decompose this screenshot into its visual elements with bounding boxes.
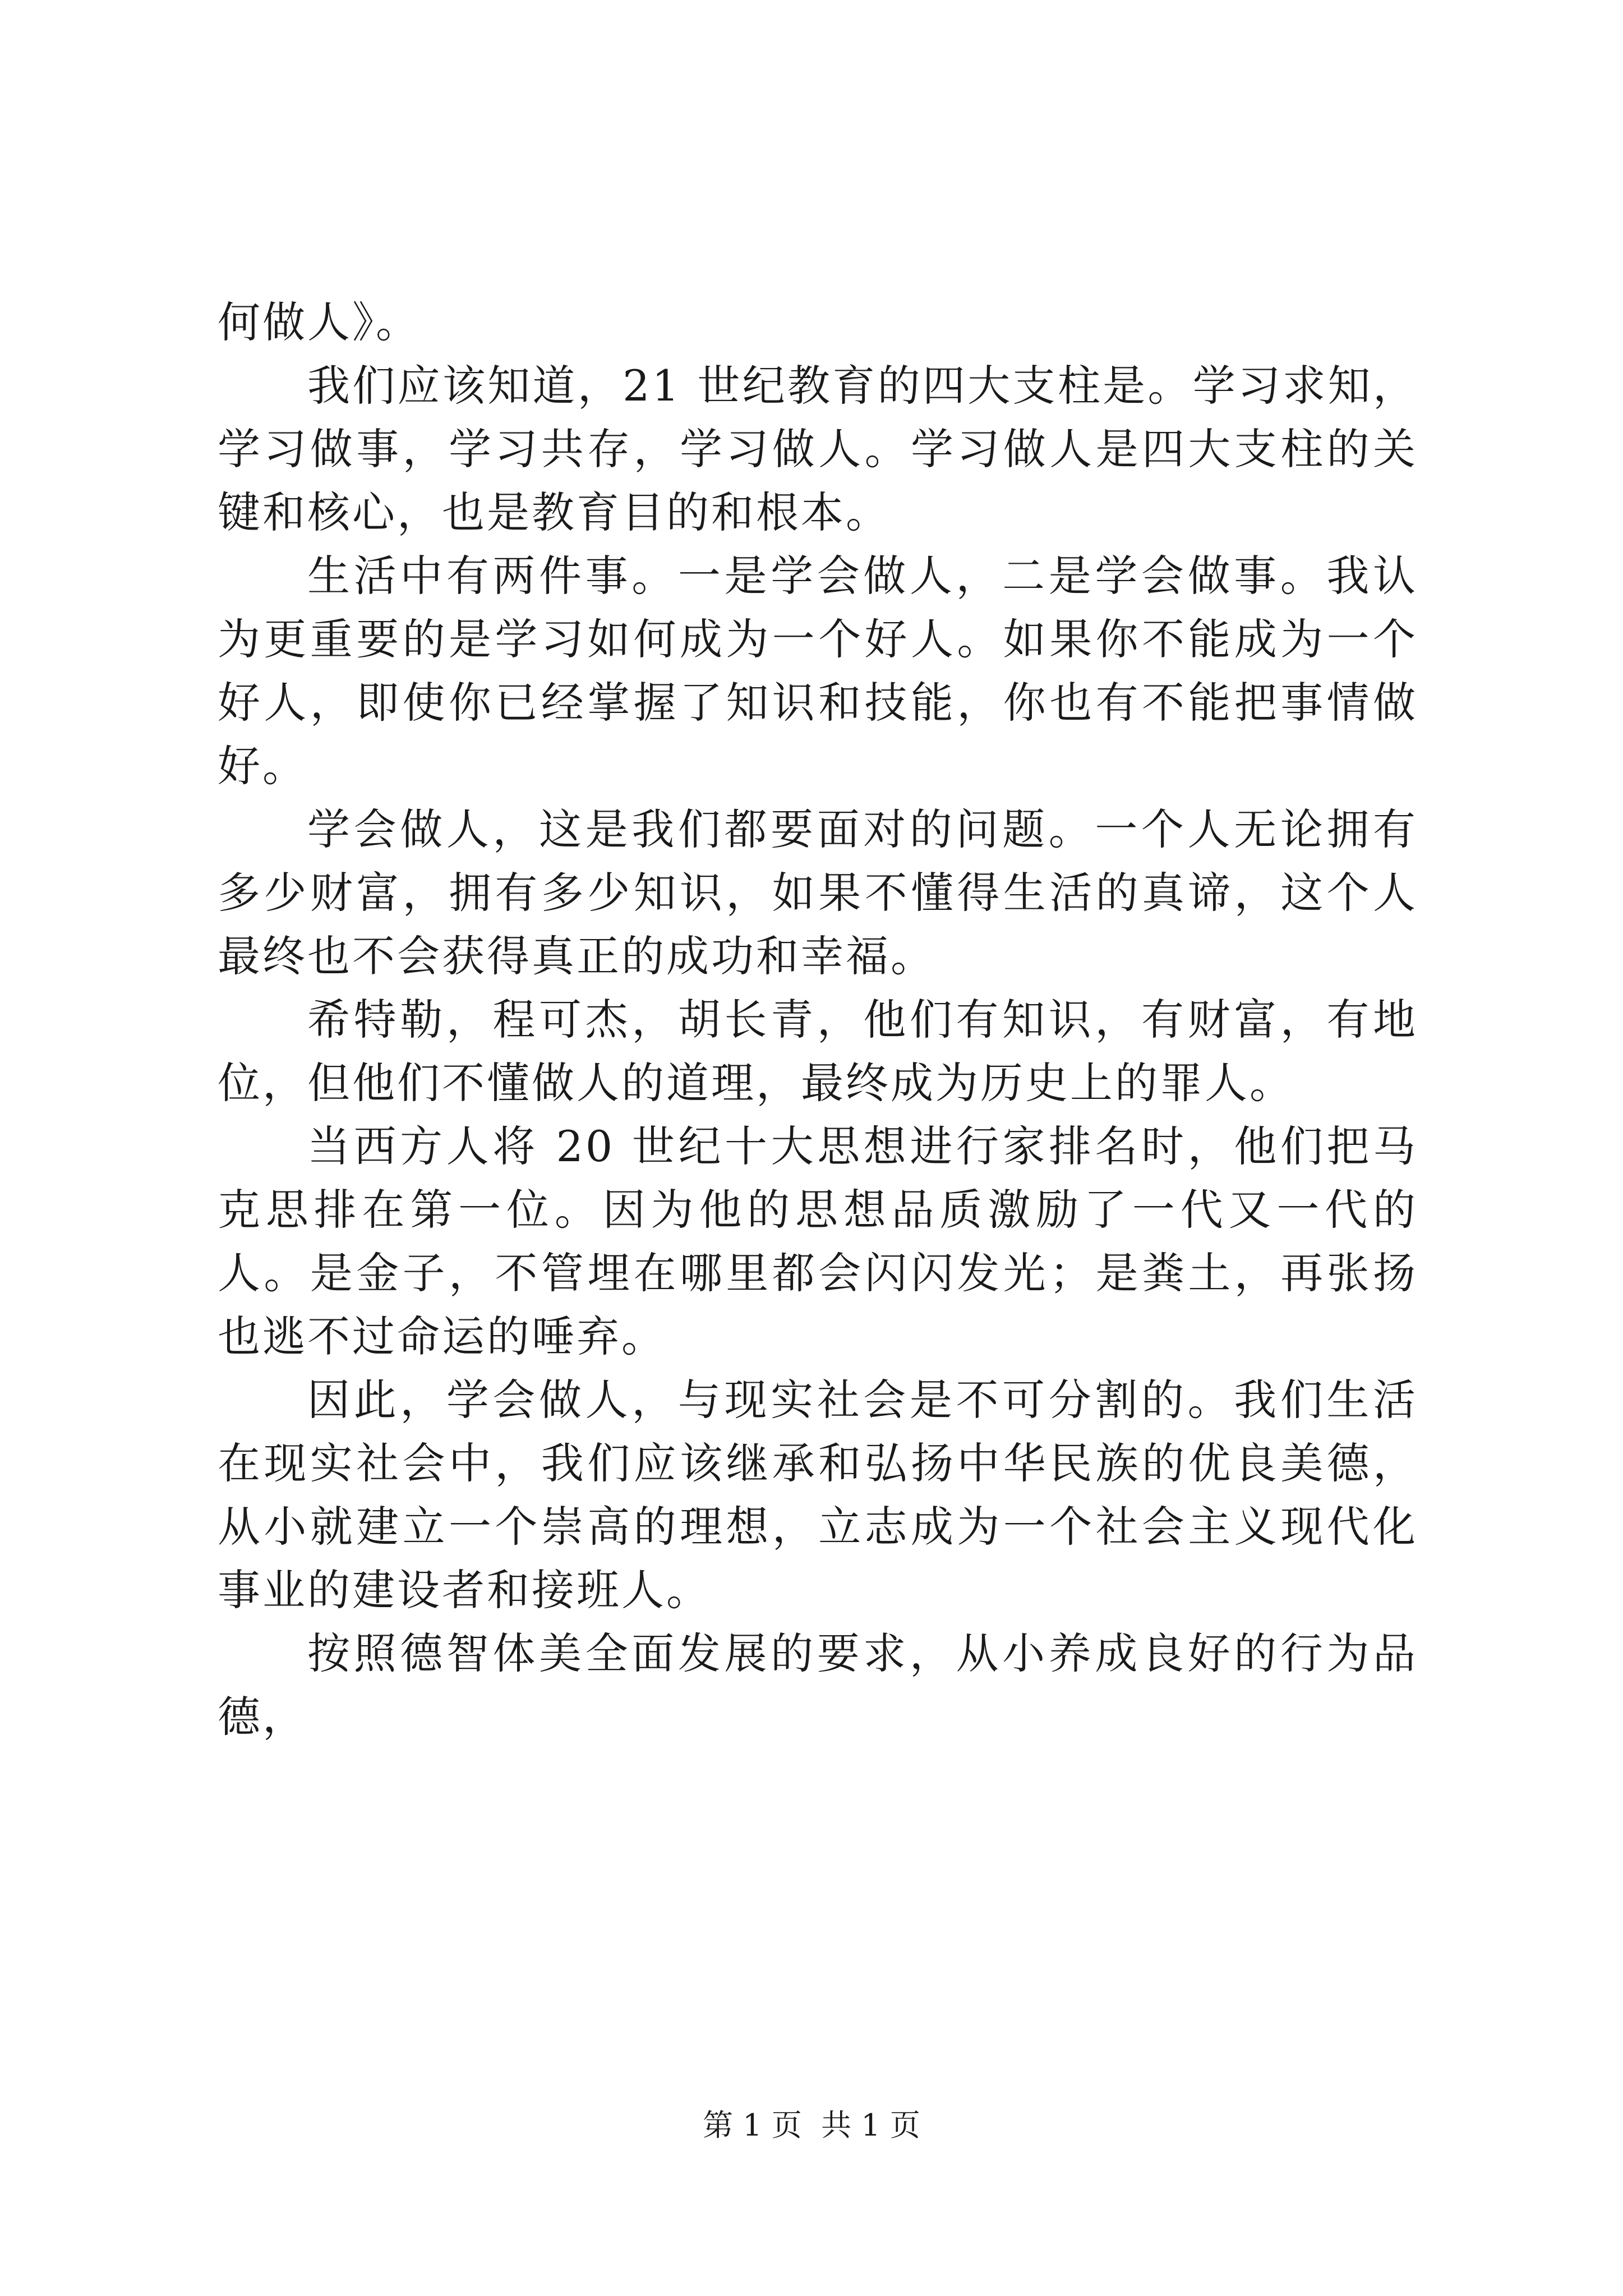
paragraph-7: 因此，学会做人，与现实社会是不可分割的。我们生活在现实社会中，我们应该继承和弘扬中华民族的优良美德，从小就建立一个崇高的理想，立志成为一个社会主义现代化事业的建设者和接班人。	[218, 1375, 1418, 1615]
paragraph-5: 希特勒，程可杰，胡长青，他们有知识，有财富，有地位，但他们不懂做人的道理，最终成为历史上的罪人。	[218, 995, 1418, 1108]
page-footer	[0, 2106, 1623, 2145]
page-number-label: 第 1 页 共 1 页	[703, 2108, 920, 2143]
paragraph-8: 按照德智体美全面发展的要求，从小养成良好的行为品德，	[218, 1628, 1418, 1742]
paragraph-6: 当西方人将 20 世纪十大思想进行家排名时，他们把马克思排在第一位。因为他的思想品质激励了一代又一代的人。是金子，不管埋在哪里都会闪闪发光；是粪土，再张扬也逃不过命运的唾弃。	[218, 1121, 1418, 1361]
document-body	[218, 291, 1418, 1749]
paragraph-4: 学会做人，这是我们都要面对的问题。一个人无论拥有多少财富，拥有多少知识，如果不懂得生活的真谛，这个人最终也不会获得真正的成功和幸福。	[218, 804, 1418, 981]
paragraph-1: 何做人》。	[218, 297, 421, 347]
paragraph-3: 生活中有两件事。一是学会做人，二是学会做事。我认为更重要的是学习如何成为一个好人。如果你不能成为一个好人，即使你已经掌握了知识和技能，你也有不能把事情做好。	[218, 551, 1418, 791]
paragraph-2: 我们应该知道，21 世纪教育的四大支柱是。学习求知，学习做事，学习共存，学习做人。学习做人是四大支柱的关键和核心，也是教育目的和根本。	[218, 361, 1418, 537]
